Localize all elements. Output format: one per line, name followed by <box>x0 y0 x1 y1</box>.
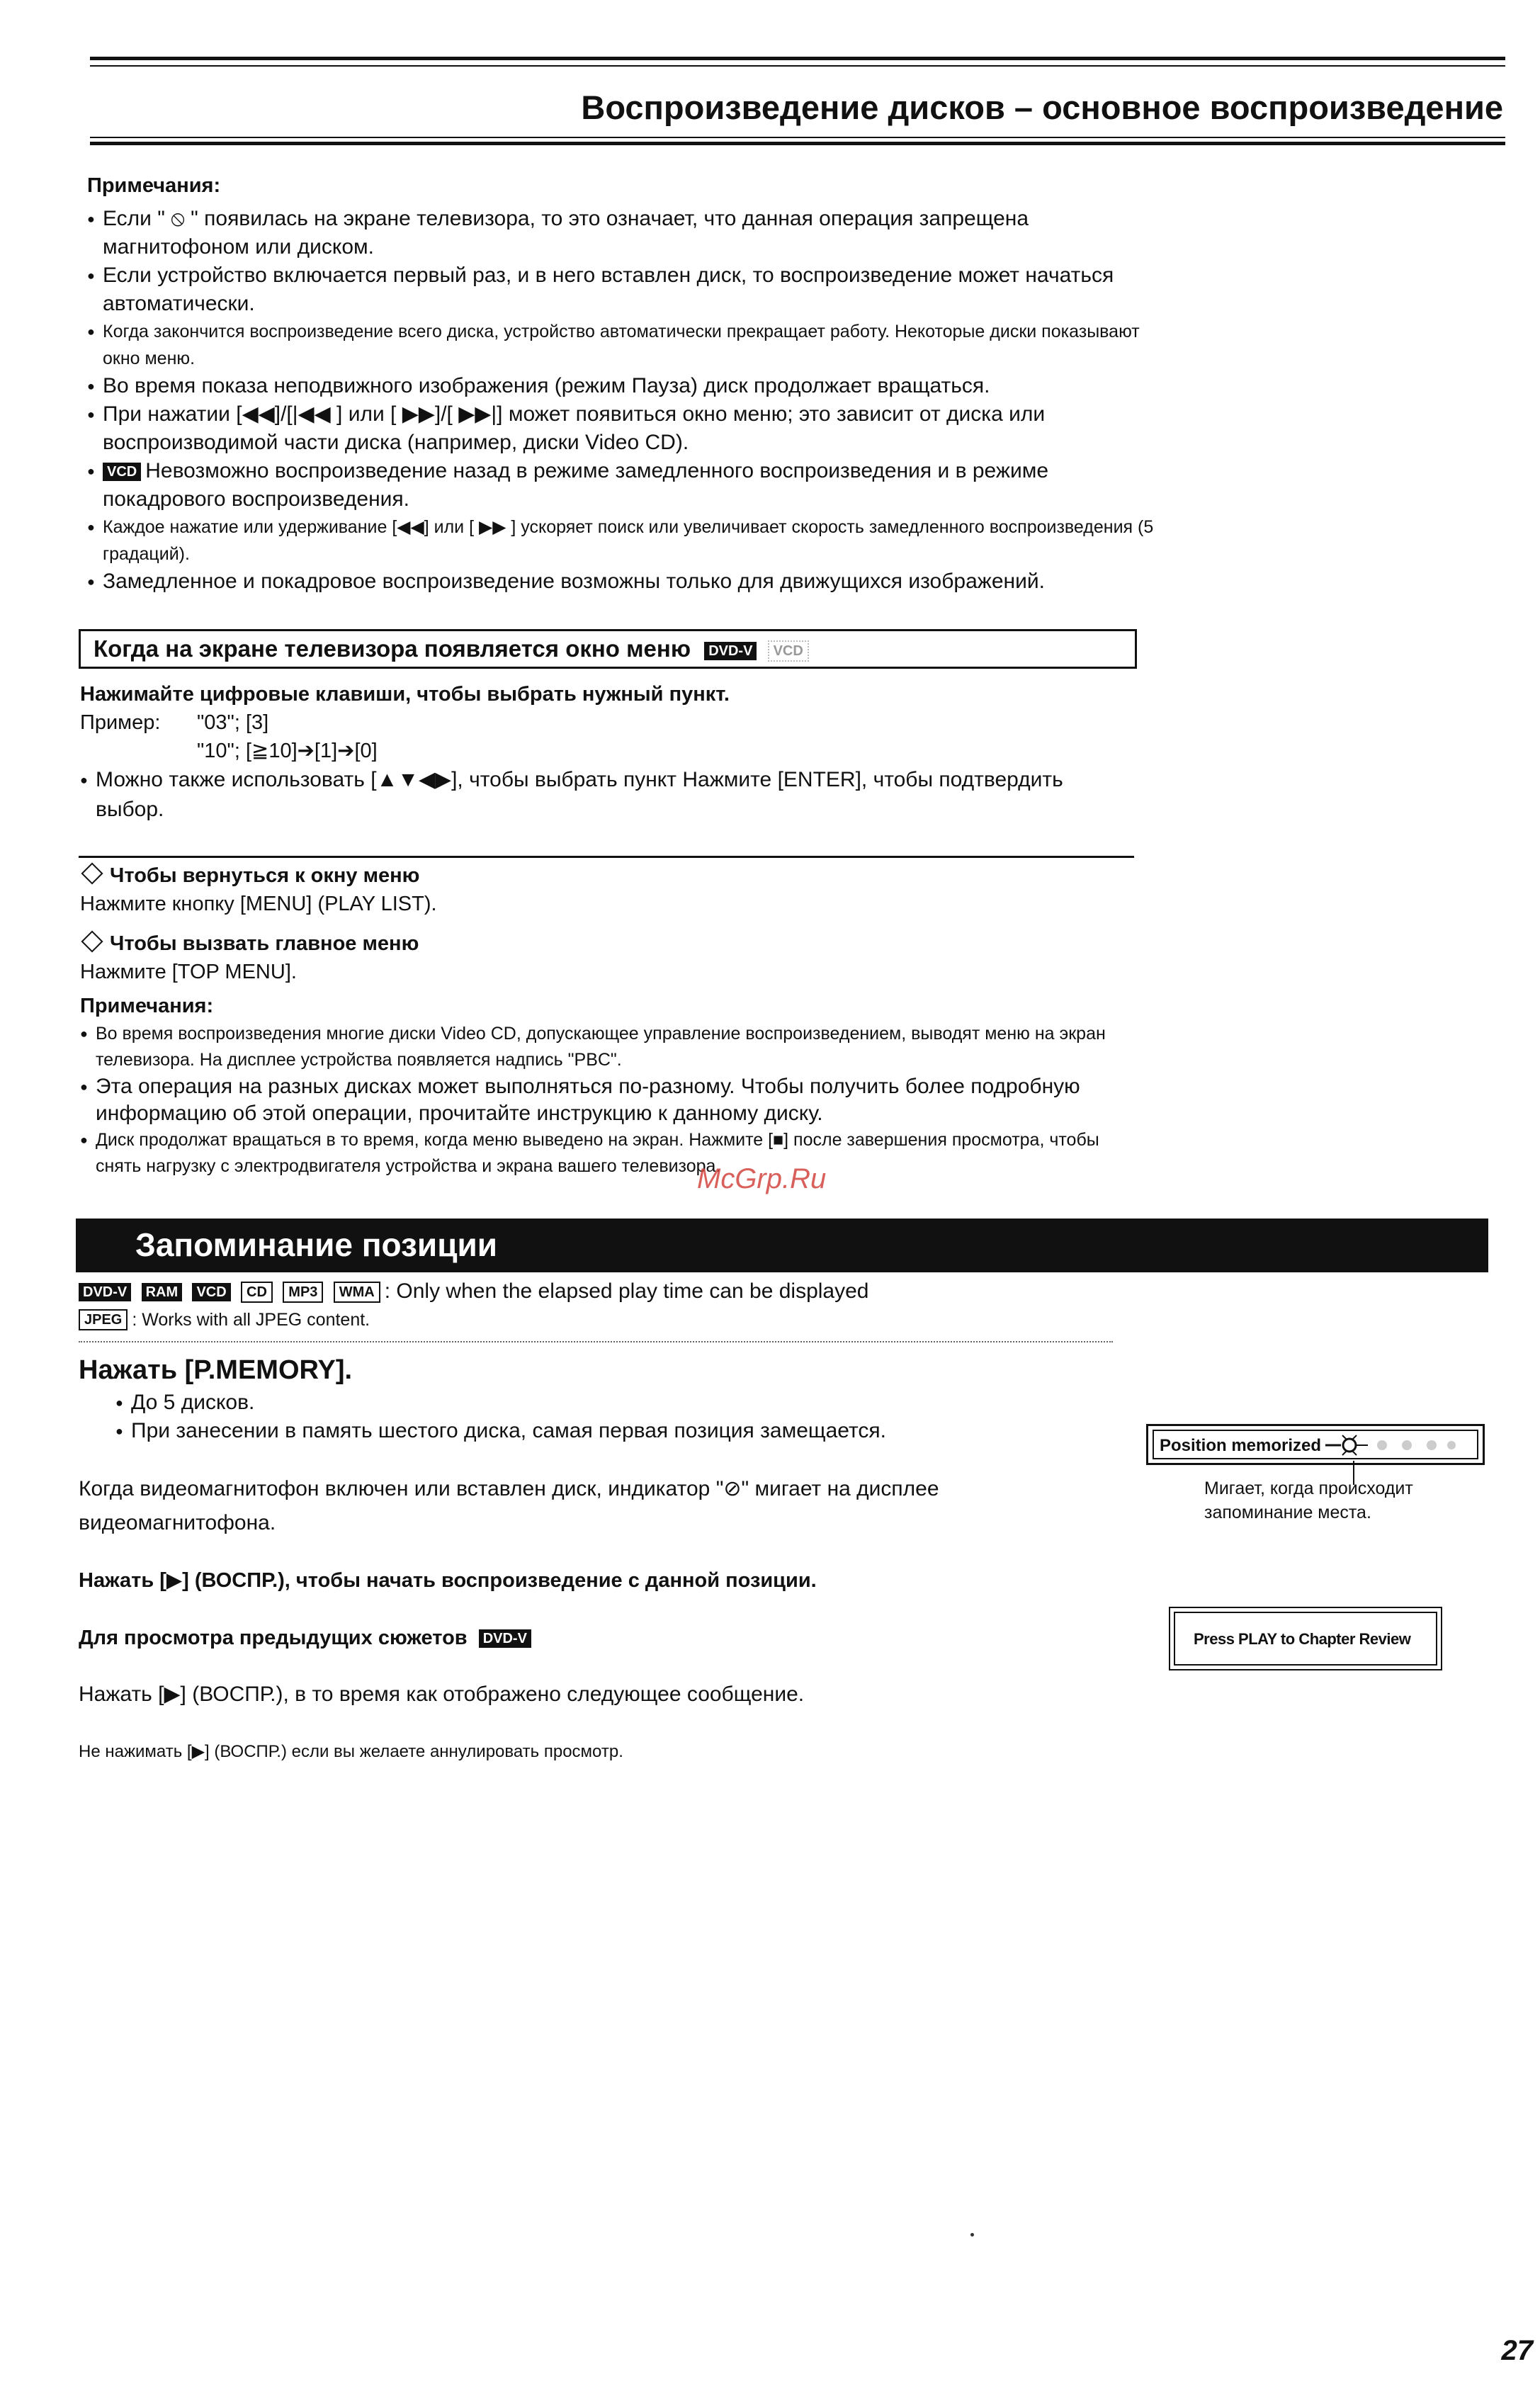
list-item: ● Если " ⦸ " появилась на экране телевизора, то это означает, что данная операция запрещена магнитофоном или диском. <box>87 205 1164 261</box>
return-menu-heading: Чтобы вернуться к окну меню <box>110 864 420 887</box>
display-panel <box>1146 1424 1485 1465</box>
osd-message-inner <box>1174 1612 1437 1666</box>
page-number: 27 <box>1501 2335 1533 2366</box>
notes-heading: Примечания: <box>80 995 214 1017</box>
play-text: Нажать [▶] (ВОСПР.), чтобы начать воспроизведение с данной позиции. <box>79 1569 817 1592</box>
wma-badge: WMA <box>334 1282 380 1303</box>
diamond-icon <box>81 930 103 952</box>
compat-text: : Only when the elapsed play time can be displayed <box>384 1279 869 1303</box>
example-label: Пример: <box>80 711 161 734</box>
prev-title-row <box>79 1627 536 1650</box>
example-row-1 <box>80 708 1143 737</box>
jpeg-row <box>79 1309 370 1330</box>
cd-badge: CD <box>241 1282 273 1303</box>
notes-heading: Примечания: <box>87 174 221 197</box>
header-rule-bottom-thin <box>90 137 1505 138</box>
display-label: Position memorized <box>1160 1436 1322 1455</box>
top-menu-heading: Чтобы вызвать главное меню <box>110 932 419 955</box>
list-item: ● Эта операция на разных дисках может выполняться по-разному. Чтобы получить более подробную информацию об этой операции, прочитайте инструкцию к данному диску. <box>80 1073 1143 1127</box>
header-rule-top-thick <box>90 57 1505 60</box>
list-item: ● Можно также использовать [▲▼◀▶], чтобы выбрать пункт Нажмите [ENTER], чтобы подтвердить выбор. <box>80 765 1072 825</box>
dotted-divider <box>79 1341 1113 1342</box>
menu-bullets <box>80 765 1072 825</box>
header-rule-bottom-thick <box>90 142 1505 145</box>
list-item: ● Во время показа неподвижного изображения (режим Пауза) диск продолжает вращаться. <box>87 372 1164 400</box>
mp3-badge: MP3 <box>283 1282 323 1303</box>
jpeg-text: : Works with all JPEG content. <box>132 1310 370 1330</box>
display-panel-inner <box>1153 1430 1478 1459</box>
list-item: ● Диск продолжат вращаться в то время, когда меню выведено на экран. Нажмите [■] после завершения просмотра, чтобы снять нагрузку с электродвигателя устройства и экрана вашего телевизора. <box>80 1127 1143 1180</box>
return-menu-block <box>80 861 1136 986</box>
compat-row <box>79 1279 868 1304</box>
step-list <box>115 1389 1162 1445</box>
diamond-icon <box>81 862 103 884</box>
list-item: ● Замедленное и покадровое воспроизведение возможны только для движущихся изображений. <box>87 567 1164 596</box>
list-item-text: Невозможно воспроизведение назад в режиме замедленного воспроизведения и в режиме покадрового воспроизведения. <box>103 459 1049 511</box>
vcd-badge: VCD <box>103 463 141 481</box>
list-item: ● При нажатии [◀◀]/[|◀◀ ] или [ ▶▶]/[ ▶▶|] может появиться окно меню; это зависит от диска или воспроизводимой части диска (например, диски Video CD). <box>87 400 1164 457</box>
page-title: Воспроизведение дисков – основное воспроизведение <box>581 89 1503 126</box>
list-item: ● При занесении в память шестого диска, самая первая позиция замещается. <box>115 1417 1162 1445</box>
header-rule-top-thin <box>90 65 1505 67</box>
dvdv-badge: DVD-V <box>79 1283 131 1301</box>
cancel-text: Не нажимать [▶] (ВОСПР.) если вы желаете аннулировать просмотр. <box>79 1742 623 1761</box>
menu-window-box <box>79 629 1137 669</box>
menu-box-title-row <box>94 635 813 662</box>
notes-block-2 <box>80 995 1143 1180</box>
vcd-badge: VCD <box>192 1283 230 1301</box>
list-item: ● Каждое нажатие или удерживание [◀◀] или [ ▶▶ ] ускоряет поиск или увеличивает скорость замедленного воспроизведения (5 градаций). <box>87 514 1164 567</box>
list-item: ● Во время воспроизведения многие диски Video CD, допускающее управление воспроизведением, выводят меню на экран телевизора. На дисплее устройства появляется надпись "PBC". <box>80 1021 1143 1073</box>
vcr-text: Когда видеомагнитофон включен или вставлен диск, индикатор "⊘" мигает на дисплее видеомагнитофона. <box>79 1477 939 1534</box>
example-value-2: "10"; [≧10]➔[1]➔[0] <box>197 740 378 762</box>
notes-list <box>80 1021 1143 1180</box>
osd-message: Press PLAY to Chapter Review <box>1194 1630 1411 1648</box>
list-item: ● Если устройство включается первый раз, и в него вставлен диск, то воспроизведение может начаться автоматически. <box>87 261 1164 318</box>
dvdv-badge: DVD-V <box>479 1629 531 1648</box>
watermark: McGrp.Ru <box>697 1163 827 1194</box>
divider <box>79 856 1134 858</box>
top-menu-heading-row <box>80 929 1136 958</box>
return-menu-heading-row <box>80 861 1136 890</box>
jpeg-badge: JPEG <box>79 1309 128 1330</box>
prev-text: Нажать [▶] (ВОСПР.), в то время как отображено следующее сообщение. <box>79 1683 805 1706</box>
section-bar <box>76 1219 1488 1272</box>
example-row-2 <box>80 737 1143 765</box>
notes-block-1 <box>87 174 1164 596</box>
step-title: Нажать [P.MEMORY]. <box>79 1355 353 1385</box>
dvdv-badge: DVD-V <box>704 642 757 660</box>
step-block <box>79 1352 1162 1445</box>
menu-instruction-heading: Нажимайте цифровые клавиши, чтобы выбрать нужный пункт. <box>80 683 730 706</box>
ram-badge: RAM <box>142 1283 183 1301</box>
stray-dot <box>970 2233 974 2237</box>
section-title: Запоминание позиции <box>135 1226 498 1263</box>
prev-title: Для просмотра предыдущих сюжетов <box>79 1627 468 1649</box>
osd-message-box <box>1169 1607 1442 1670</box>
list-item-vcd <box>87 457 1164 514</box>
return-menu-text: Нажмите кнопку [MENU] (PLAY LIST). <box>80 893 437 915</box>
example-value-1: "03"; [3] <box>197 711 269 734</box>
display-caption: Мигает, когда происходит запоминание места. <box>1204 1478 1413 1522</box>
menu-instructions <box>80 680 1143 825</box>
notes-list <box>87 205 1164 596</box>
list-item: ● Когда закончится воспроизведение всего диска, устройство автоматически прекращает работу. Некоторые диски показывают окно меню. <box>87 318 1164 372</box>
list-item: ● До 5 дисков. <box>115 1389 1162 1417</box>
menu-box-title: Когда на экране телевизора появляется окно меню <box>94 635 691 662</box>
top-menu-text: Нажмите [TOP MENU]. <box>80 961 297 983</box>
blinking-indicator-icon <box>1325 1431 1460 1459</box>
vcd-badge-faded: VCD <box>768 640 809 662</box>
